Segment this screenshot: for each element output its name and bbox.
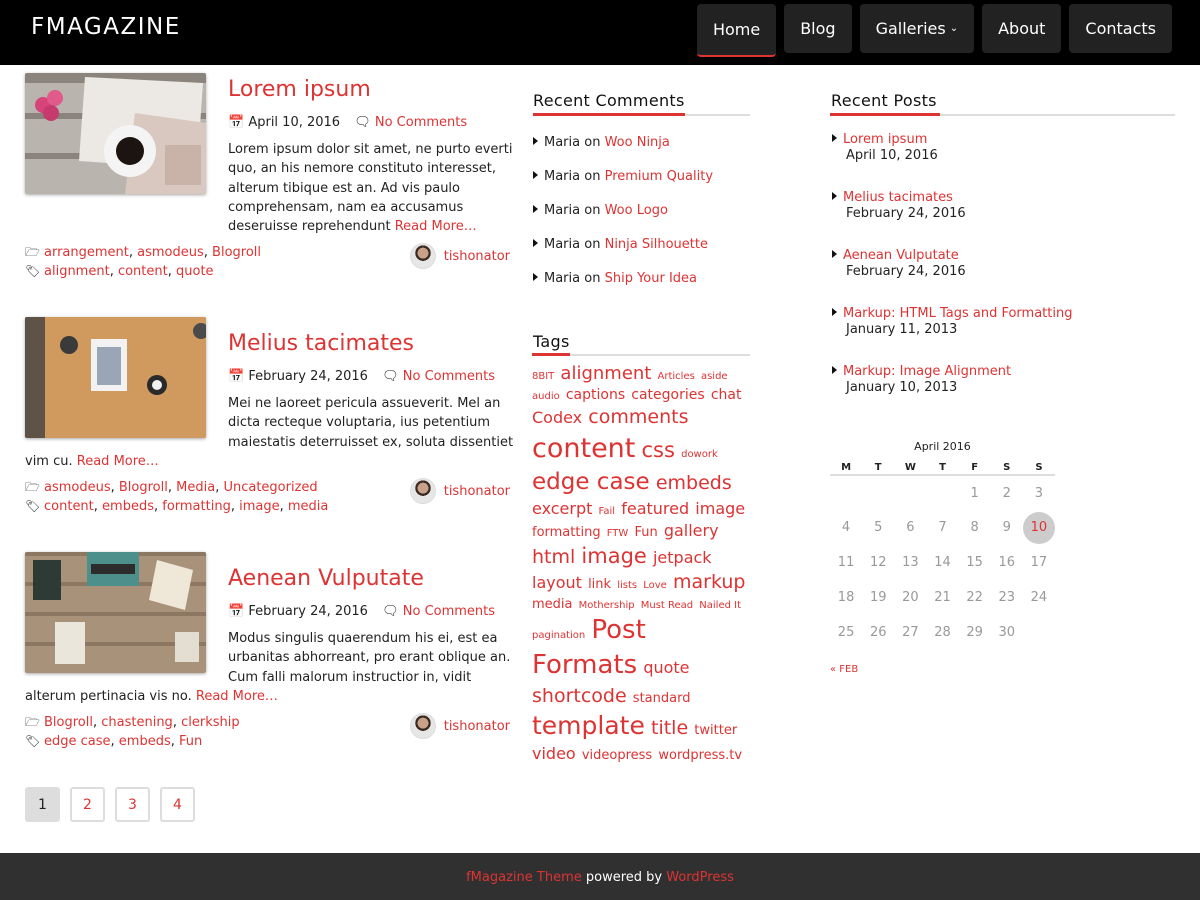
calendar-weekday: M xyxy=(830,460,862,475)
calendar-day: 24 xyxy=(1030,590,1048,605)
category-link[interactable]: Uncategorized xyxy=(223,480,318,495)
category-link[interactable]: chastening xyxy=(101,715,173,730)
calendar-day: 17 xyxy=(1030,555,1048,570)
calendar-table xyxy=(830,460,1055,650)
comment-post-link[interactable]: Premium Quality xyxy=(604,169,714,184)
read-more-link[interactable]: Read More… xyxy=(394,219,477,235)
calendar-day: 7 xyxy=(938,520,947,535)
calendar-weekday: T xyxy=(926,460,958,475)
calendar-day: 9 xyxy=(1002,520,1011,535)
calendar-day: 30 xyxy=(998,625,1016,640)
tag-cloud-link[interactable]: dowork xyxy=(681,448,718,460)
category-link[interactable]: Media xyxy=(176,480,216,495)
tag-cloud-link[interactable]: Articles xyxy=(657,371,695,382)
theme-link[interactable]: fMagazine Theme xyxy=(466,870,582,885)
tag-link[interactable]: content xyxy=(44,499,94,514)
tag-cloud-link[interactable]: shortcode xyxy=(532,684,627,707)
tag-cloud-link[interactable]: markup xyxy=(672,571,746,594)
calendar-day: 28 xyxy=(934,625,951,640)
calendar-day: 3 xyxy=(1034,485,1044,501)
recent-post-link[interactable]: Melius tacimates xyxy=(843,190,953,205)
post-meta xyxy=(228,115,467,130)
post-meta xyxy=(228,369,495,384)
comment-icon: 🗨 xyxy=(354,115,371,130)
calendar-prev-link[interactable]: « FEB xyxy=(830,664,859,675)
page-1[interactable]: 1 xyxy=(25,787,60,822)
tag-cloud-link[interactable]: content xyxy=(532,432,636,464)
post-tags: 🏷 content, embeds, formatting, image, media xyxy=(25,499,329,514)
nav-galleries[interactable] xyxy=(860,4,975,53)
excerpt-text: Mei ne laoreet pericula assueverit. Mel an dicta recteque voluptaria, ius petentium maiestatis deterruisset ex, soluta dissentiet vim cu. xyxy=(25,396,514,469)
caret-right-icon xyxy=(832,250,837,258)
recent-post-link[interactable]: Lorem ipsum xyxy=(843,132,928,147)
calendar-day[interactable]: 10 xyxy=(1023,510,1055,545)
recent-posts-title: Recent Posts xyxy=(831,91,937,110)
calendar-day: 21 xyxy=(934,590,951,605)
tag-cloud-link[interactable]: layout xyxy=(532,573,582,593)
post-date: February 24, 2016 xyxy=(248,604,368,619)
tag-cloud-link[interactable]: captions xyxy=(565,387,626,404)
post-author[interactable] xyxy=(410,478,510,504)
post-tags: 🏷 alignment, content, quote xyxy=(25,264,214,279)
post-card xyxy=(25,552,520,757)
tag-link[interactable]: edge case xyxy=(44,734,111,749)
tag-cloud-link[interactable]: Codex xyxy=(532,408,583,428)
calendar-day xyxy=(926,475,958,510)
tag-link[interactable]: formatting xyxy=(162,499,231,514)
calendar-day xyxy=(1023,615,1055,650)
tag-cloud-link[interactable]: Fun xyxy=(634,524,658,540)
recent-post-date: April 10, 2016 xyxy=(846,148,938,163)
calendar-weekday: F xyxy=(959,460,991,475)
tag-cloud-link[interactable]: title xyxy=(651,717,689,740)
calendar-day: 27 xyxy=(902,625,919,640)
caret-right-icon xyxy=(832,134,837,142)
tag-cloud-link[interactable]: lists xyxy=(617,580,638,592)
tag-cloud-link[interactable]: css xyxy=(641,437,675,462)
post-taxonomies xyxy=(25,478,328,516)
page-3[interactable]: 3 xyxy=(115,787,150,822)
calendar-day: 14 xyxy=(934,555,951,570)
nav-about[interactable] xyxy=(982,4,1061,53)
category-link[interactable]: Blogroll xyxy=(118,480,168,495)
calendar-day: 20 xyxy=(902,590,919,605)
comment-post-link[interactable]: Woo Logo xyxy=(604,203,668,218)
site-header xyxy=(0,0,1200,65)
post-tags: 🏷 edge case, embeds, Fun xyxy=(25,734,203,749)
nav-home[interactable] xyxy=(697,4,776,57)
caret-right-icon xyxy=(832,366,837,374)
post-author[interactable] xyxy=(410,243,510,269)
tag-cloud-link[interactable]: featured xyxy=(621,499,690,519)
comment-post-link[interactable]: Ship Your Idea xyxy=(604,271,698,286)
list-item xyxy=(832,248,1072,306)
page-4[interactable]: 4 xyxy=(160,787,195,822)
post-date: April 10, 2016 xyxy=(248,115,341,130)
tag-cloud xyxy=(532,362,757,765)
tag-link[interactable]: content xyxy=(117,264,168,279)
calendar-widget xyxy=(830,440,1055,650)
site-logo[interactable]: FMAGAZINE xyxy=(31,14,181,40)
tag-cloud-link[interactable]: standard xyxy=(632,690,691,706)
recent-posts-list xyxy=(832,132,1072,422)
tag-cloud-link[interactable]: audio xyxy=(532,391,560,403)
avatar xyxy=(410,713,436,739)
tag-cloud-link[interactable]: pagination xyxy=(532,630,586,642)
calendar-day xyxy=(862,475,894,510)
calendar-day: 5 xyxy=(874,520,883,535)
calendar-icon: 📅 xyxy=(228,369,245,384)
nav-home-label: Home xyxy=(712,20,761,39)
read-more-link[interactable]: Read More… xyxy=(76,453,159,469)
comment-post-link[interactable]: Woo Ninja xyxy=(604,135,670,150)
post-comments-link[interactable]: No Comments xyxy=(402,369,496,384)
post-taxonomies xyxy=(25,243,261,281)
post-comments-link[interactable]: No Comments xyxy=(402,604,496,619)
post-title[interactable]: Lorem ipsum xyxy=(228,77,371,102)
avatar xyxy=(410,478,436,504)
post-comments-link[interactable]: No Comments xyxy=(374,115,468,130)
caret-right-icon xyxy=(832,192,837,200)
list-item: Maria on Ship Your Idea xyxy=(533,268,713,302)
calendar-day: 11 xyxy=(837,555,855,570)
post-categories: 🗁 asmodeus, Blogroll, Media, Uncategorized xyxy=(25,480,318,495)
author-link[interactable]: tishonator xyxy=(443,718,510,734)
list-item: Maria on Woo Ninja xyxy=(533,132,713,166)
tag-cloud-link[interactable]: formatting xyxy=(532,524,601,540)
calendar-weekday: W xyxy=(894,460,926,475)
recent-post-link[interactable]: Markup: HTML Tags and Formatting xyxy=(843,306,1073,321)
folder-icon: 🗁 xyxy=(25,715,40,729)
list-item xyxy=(832,132,1072,190)
tag-cloud-link[interactable]: Love xyxy=(643,580,667,592)
pagination xyxy=(25,787,195,822)
tag-cloud-link[interactable]: gallery xyxy=(663,520,719,540)
tag-link[interactable]: image xyxy=(239,499,280,514)
list-item: Maria on Ninja Silhouette xyxy=(533,234,713,268)
tag-cloud-link[interactable]: template xyxy=(532,711,645,741)
post-taxonomies xyxy=(25,713,240,751)
list-item xyxy=(832,190,1072,248)
tag-cloud-link[interactable]: twitter xyxy=(694,723,738,739)
caret-right-icon xyxy=(533,137,538,145)
tag-cloud-link[interactable]: alignment xyxy=(560,363,652,384)
tags-icon: 🏷 xyxy=(25,264,41,278)
tag-cloud-link[interactable]: Must Read xyxy=(640,599,694,611)
caret-right-icon xyxy=(832,308,837,316)
category-link[interactable]: asmodeus xyxy=(44,480,111,495)
post-meta xyxy=(228,604,495,619)
widget-divider xyxy=(533,114,750,116)
tags-icon: 🏷 xyxy=(25,499,41,513)
tag-cloud-link[interactable]: html xyxy=(532,545,576,568)
post-excerpt xyxy=(25,629,520,706)
page-2[interactable]: 2 xyxy=(70,787,105,822)
caret-right-icon xyxy=(533,171,538,179)
recent-post-link[interactable]: Aenean Vulputate xyxy=(843,248,959,263)
calendar-day: 22 xyxy=(966,590,983,605)
tag-cloud-link[interactable]: media xyxy=(532,596,573,612)
tag-cloud-link[interactable]: quote xyxy=(643,658,690,678)
calendar-day: 15 xyxy=(966,555,983,570)
category-link[interactable]: asmodeus xyxy=(137,245,204,260)
list-item xyxy=(832,364,1072,422)
nav-blog-label: Blog xyxy=(800,19,836,38)
calendar-day: 1 xyxy=(970,485,979,501)
tag-link[interactable]: alignment xyxy=(44,264,110,279)
calendar-day: 2 xyxy=(1002,485,1011,501)
calendar-day: 29 xyxy=(966,625,983,640)
calendar-day: 6 xyxy=(906,520,915,535)
widget-divider xyxy=(532,354,750,356)
post-card xyxy=(25,317,520,522)
post-author[interactable] xyxy=(410,713,510,739)
calendar-day xyxy=(830,475,862,510)
calendar-day: 13 xyxy=(902,555,919,570)
list-item: Maria on Premium Quality xyxy=(533,166,713,200)
site-footer xyxy=(0,853,1200,900)
tag-cloud-link[interactable]: jetpack xyxy=(652,547,712,567)
recent-comments-title: Recent Comments xyxy=(533,91,685,110)
recent-comments-list xyxy=(533,132,713,302)
recent-post-date: February 24, 2016 xyxy=(846,264,966,279)
calendar-caption: April 2016 xyxy=(914,440,971,453)
post-title[interactable]: Aenean Vulputate xyxy=(228,566,424,591)
caret-right-icon xyxy=(533,239,538,247)
excerpt-text: Lorem ipsum dolor sit amet, ne purto everti quo, an his nemore constituto interesset, alterum tibique est an. Ad vis paulo comprehensam, nam ea accusamus deseruisse reprehendunt xyxy=(228,142,513,235)
caret-right-icon xyxy=(533,205,538,213)
footer-text: powered by xyxy=(581,870,667,885)
nav-about-label: About xyxy=(998,19,1046,38)
nav-contacts-label: Contacts xyxy=(1085,19,1156,38)
tag-cloud-link[interactable]: link xyxy=(588,577,612,593)
chevron-down-icon: ⌄ xyxy=(949,23,959,34)
calendar-icon: 📅 xyxy=(228,115,245,130)
tag-cloud-link[interactable]: chat xyxy=(710,387,742,404)
widget-divider xyxy=(830,114,1175,116)
tag-cloud-link[interactable]: Nailed It xyxy=(699,599,741,611)
tag-cloud-link[interactable]: wordpress.tv xyxy=(658,747,743,763)
calendar-day: 8 xyxy=(970,520,979,535)
category-link[interactable]: arrangement xyxy=(44,245,129,260)
post-categories: 🗁 arrangement, asmodeus, Blogroll xyxy=(25,245,262,260)
post-date: February 24, 2016 xyxy=(248,369,368,384)
tag-cloud-link[interactable]: image xyxy=(695,499,746,519)
tag-cloud-link[interactable]: Post Formats xyxy=(532,615,646,681)
comment-icon: 🗨 xyxy=(382,369,399,384)
tag-link[interactable]: media xyxy=(287,499,329,514)
tag-cloud-link[interactable]: 8BIT xyxy=(532,371,555,382)
nav-contacts[interactable] xyxy=(1069,4,1172,53)
author-link[interactable]: tishonator xyxy=(443,248,510,264)
tag-cloud-link[interactable]: FTW xyxy=(606,527,629,539)
post-card xyxy=(25,73,520,288)
folder-icon: 🗁 xyxy=(25,245,40,259)
read-more-link[interactable]: Read More… xyxy=(195,688,278,704)
caret-right-icon xyxy=(533,273,538,281)
nav-blog[interactable] xyxy=(784,4,851,53)
recent-post-date: January 10, 2013 xyxy=(846,380,958,395)
nav-galleries-label: Galleries xyxy=(875,19,946,38)
post-title[interactable]: Melius tacimates xyxy=(228,331,414,356)
calendar-day: 18 xyxy=(837,590,855,605)
calendar-weekday: T xyxy=(862,460,894,475)
calendar-day: 4 xyxy=(841,520,851,535)
tags-title: Tags xyxy=(533,332,570,351)
folder-icon: 🗁 xyxy=(25,480,40,494)
wordpress-link[interactable]: WordPress xyxy=(666,870,734,885)
comment-icon: 🗨 xyxy=(382,604,399,619)
tag-cloud-link[interactable]: image xyxy=(581,543,647,568)
calendar-day: 26 xyxy=(869,625,887,640)
tag-link[interactable]: embeds xyxy=(118,734,171,749)
tag-cloud-link[interactable]: categories xyxy=(631,387,705,404)
post-excerpt xyxy=(25,394,520,471)
recent-post-link[interactable]: Markup: Image Alignment xyxy=(843,364,1012,379)
calendar-day: 16 xyxy=(998,555,1016,570)
post-categories: 🗁 Blogroll, chastening, clerkship xyxy=(25,715,240,730)
tag-link[interactable]: embeds xyxy=(102,499,154,514)
list-item xyxy=(832,306,1072,364)
tag-link[interactable]: quote xyxy=(176,264,214,279)
list-item: Maria on Woo Logo xyxy=(533,200,713,234)
category-link[interactable]: Blogroll xyxy=(44,715,93,730)
calendar-weekday: S xyxy=(991,460,1023,475)
tag-cloud-link[interactable]: Fail xyxy=(598,506,616,518)
avatar xyxy=(410,243,436,269)
main-nav xyxy=(697,4,1172,57)
calendar-day: 23 xyxy=(998,590,1016,605)
recent-post-date: January 11, 2013 xyxy=(846,322,958,337)
calendar-day: 25 xyxy=(837,625,855,640)
tag-cloud-link[interactable]: aside xyxy=(700,371,728,382)
comment-post-link[interactable]: Ninja Silhouette xyxy=(604,237,708,252)
category-link[interactable]: clerkship xyxy=(181,715,240,730)
calendar-day xyxy=(894,475,926,510)
tag-cloud-link[interactable]: videopress xyxy=(581,747,653,763)
tag-cloud-link[interactable]: Mothership xyxy=(578,599,635,611)
tags-icon: 🏷 xyxy=(25,734,41,748)
calendar-day: 12 xyxy=(869,555,887,570)
recent-post-date: February 24, 2016 xyxy=(846,206,966,221)
calendar-icon: 📅 xyxy=(228,604,245,619)
tag-cloud-link[interactable]: video xyxy=(532,743,576,763)
calendar-day: 19 xyxy=(869,590,887,605)
calendar-weekday: S xyxy=(1023,460,1055,475)
category-link[interactable]: Blogroll xyxy=(212,245,262,260)
author-link[interactable]: tishonator xyxy=(443,483,510,499)
tag-link[interactable]: Fun xyxy=(179,734,203,749)
tag-cloud-link[interactable]: embeds xyxy=(655,472,732,495)
excerpt-text: Modus singulis quaerendum his ei, est ea urbanitas abhorreant, pro erant oblique an. Cum falli malorum instructior in, vidit alterum pertinacia vis no. xyxy=(25,631,511,704)
tag-cloud-link[interactable]: excerpt xyxy=(532,499,593,519)
tag-cloud-link[interactable]: edge case xyxy=(532,469,650,496)
tag-cloud-link[interactable]: comments xyxy=(588,406,689,429)
